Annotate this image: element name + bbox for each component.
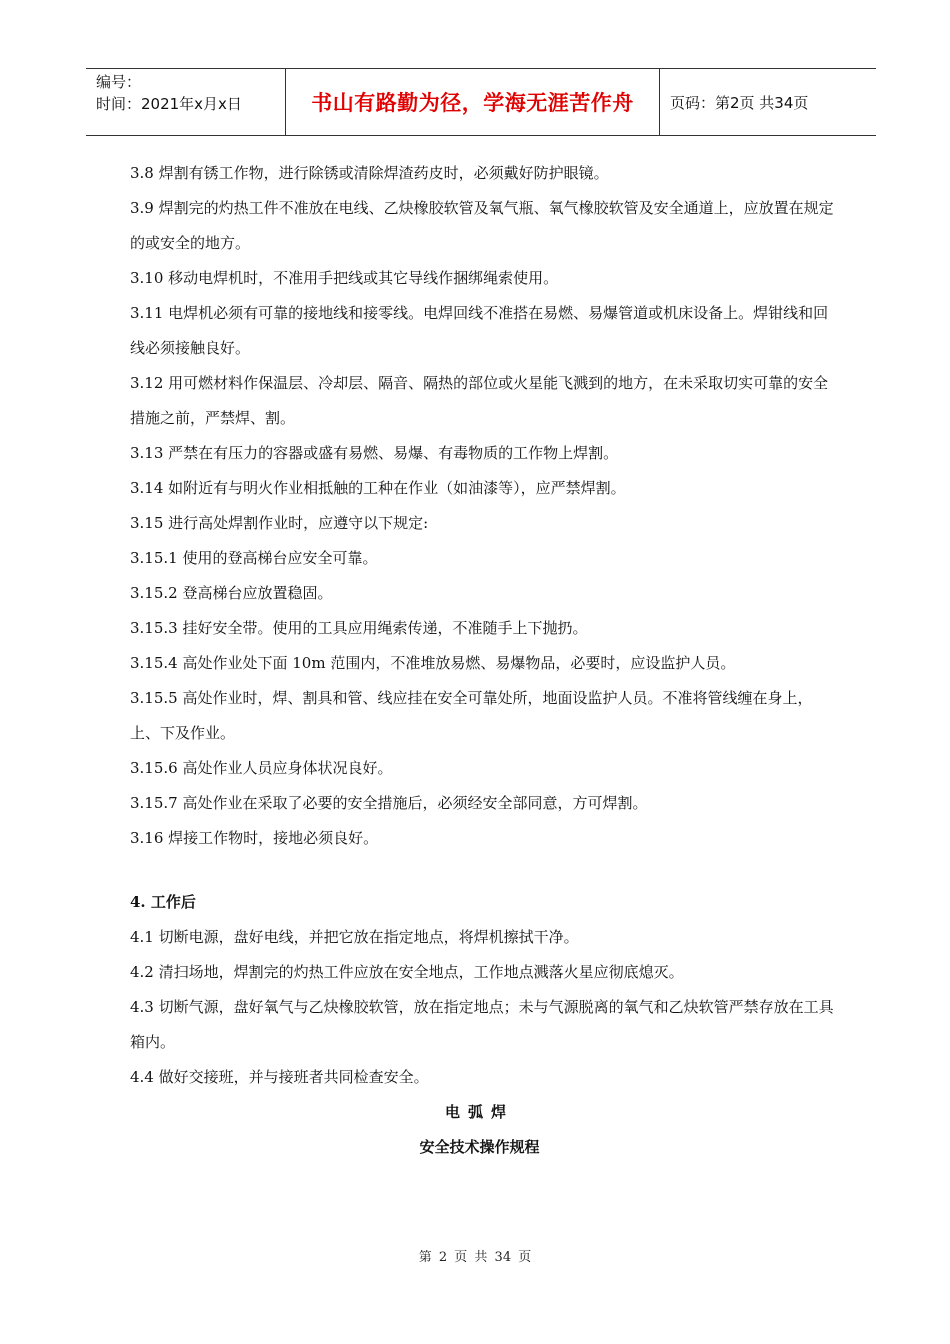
paragraph-4-3: 4.3 切断气源，盘好氧气与乙炔橡胶软管，放在指定地点；未与气源脱离的氧气和乙炔软管严禁存放在工具箱内。 — [130, 998, 834, 1051]
paragraph-3-15-1: 3.15.1 使用的登高梯台应安全可靠。 — [130, 549, 378, 567]
paragraph-3-15: 3.15 进行高处焊割作业时，应遵守以下规定: — [130, 514, 429, 532]
paragraph-3-15-3: 3.15.3 挂好安全带。使用的工具应用绳索传递，不准随手上下抛扔。 — [130, 619, 588, 637]
title-arc-welding: 电弧焊 — [444, 1103, 514, 1121]
paragraph-3-13: 3.13 严禁在有压力的容器或盛有易燃、易爆、有毒物质的工作物上焊割。 — [130, 444, 619, 462]
paragraph-4-1: 4.1 切断电源，盘好电线，并把它放在指定地点，将焊机擦拭干净。 — [130, 928, 579, 946]
paragraph-3-16: 3.16 焊接工作物时，接地必须良好。 — [130, 829, 379, 847]
paragraph-3-10: 3.10 移动电焊机时，不准用手把线或其它导线作捆绑绳索使用。 — [130, 269, 559, 287]
body-text — [130, 156, 835, 1165]
paragraph-3-15-6: 3.15.6 高处作业人员应身体状况良好。 — [130, 759, 393, 777]
header-meta — [86, 69, 286, 135]
paragraph-4-2: 4.2 清扫场地，焊割完的灼热工件应放在安全地点，工作地点溅落火星应彻底熄灭。 — [130, 963, 684, 981]
header-page-label: 页码：第2页 共34页 — [670, 93, 809, 112]
paragraph-3-15-2: 3.15.2 登高梯台应放置稳固。 — [130, 584, 333, 602]
header-motto: 书山有路勤为径，学海无涯苦作舟 — [286, 69, 660, 135]
paragraph-3-15-4: 3.15.4 高处作业处下面 10m 范围内，不准堆放易燃、易爆物品，必要时，应设监护人员。 — [130, 654, 736, 672]
page-footer: 第 2 页 共 34 页 — [418, 1250, 532, 1265]
paragraph-3-15-5: 3.15.5 高处作业时，焊、割具和管、线应挂在安全可靠处所，地面设监护人员。不准将管线缠在身上，上、下及作业。 — [130, 689, 813, 742]
title-safety-rules: 安全技术操作规程 — [419, 1138, 540, 1156]
time-label: 时间：2021年x月x日 — [96, 95, 242, 113]
section-spacer — [130, 856, 835, 885]
paragraph-3-8: 3.8 焊割有锈工作物，进行除锈或清除焊渣药皮时，必须戴好防护眼镜。 — [130, 164, 609, 182]
section-4-heading: 4. 工作后 — [130, 893, 196, 911]
number-label: 编号： — [96, 73, 142, 91]
paragraph-3-14: 3.14 如附近有与明火作业相抵触的工种在作业（如油漆等），应严禁焊割。 — [130, 479, 626, 497]
paragraph-4-4: 4.4 做好交接班，并与接班者共同检查安全。 — [130, 1068, 429, 1086]
page-header — [86, 68, 876, 136]
paragraph-3-12: 3.12 用可燃材料作保温层、冷却层、隔音、隔热的部位或火星能飞溅到的地方，在未采取切实可靠的安全措施之前，严禁焊、割。 — [130, 374, 829, 427]
paragraph-3-11: 3.11 电焊机必须有可靠的接地线和接零线。电焊回线不准搭在易燃、易爆管道或机床设备上。焊钳线和回线必须接触良好。 — [130, 304, 829, 357]
paragraph-3-15-7: 3.15.7 高处作业在采取了必要的安全措施后，必须经安全部同意，方可焊割。 — [130, 794, 648, 812]
paragraph-3-9: 3.9 焊割完的灼热工件不准放在电线、乙炔橡胶软管及氧气瓶、氧气橡胶软管及安全通道上，应放置在规定的或安全的地方。 — [130, 199, 834, 252]
